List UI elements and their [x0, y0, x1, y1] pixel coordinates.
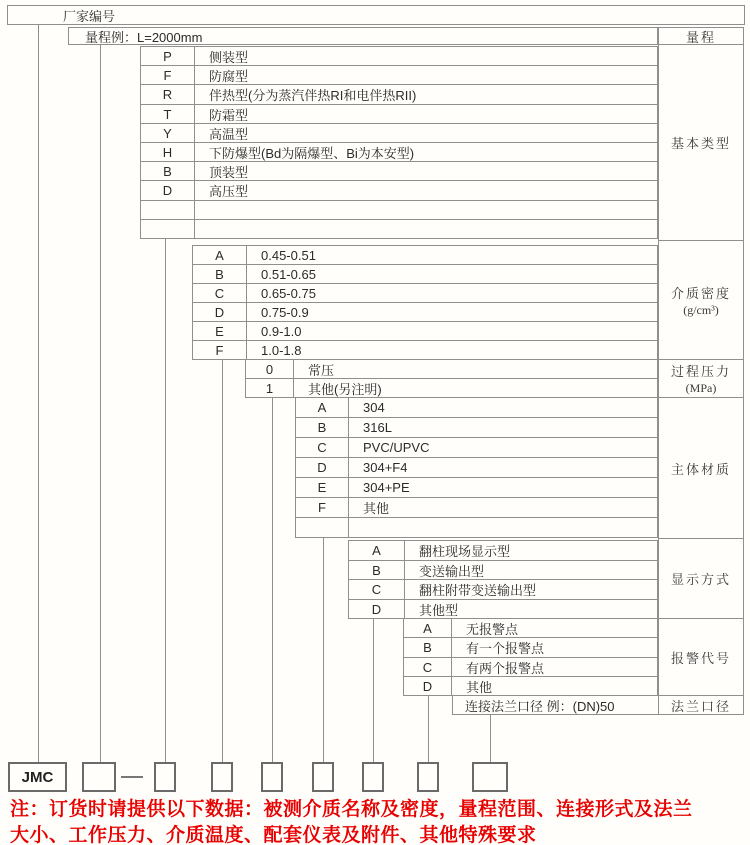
option-description: 304+PE — [363, 480, 410, 495]
side-label-pressure — [658, 359, 744, 398]
connector-line — [222, 359, 223, 762]
side-label-text: 法兰口径 — [670, 698, 731, 714]
order-note — [10, 797, 748, 845]
code-box-3 — [211, 762, 233, 792]
option-description: 其他型 — [419, 602, 459, 618]
option-code: B — [141, 162, 195, 180]
side-label-alarm — [658, 618, 744, 696]
option-code: F — [193, 341, 247, 359]
option-description: 翻柱附带变送输出型 — [419, 583, 537, 598]
factory-number-label: 厂家编号 — [63, 8, 116, 24]
option-code: A — [404, 619, 452, 637]
dash-separator — [121, 776, 143, 778]
option-description: 变送输出型 — [419, 563, 485, 579]
option-description: 有一个报警点 — [466, 641, 545, 656]
alarm-option-row-C — [403, 657, 658, 677]
flange-diameter-text: 连接法兰口径 例：(DN)50 — [465, 698, 615, 714]
option-code: A — [296, 398, 349, 417]
density-option-row-C — [192, 283, 658, 303]
basic-option-row-B — [140, 161, 658, 181]
option-code: D — [296, 458, 349, 477]
basic-option-row-D — [140, 180, 658, 201]
material-option-row-empty — [295, 517, 658, 538]
display-option-row-A — [348, 540, 658, 561]
code-box-2 — [154, 762, 176, 792]
code-box-8 — [472, 762, 508, 792]
code-box-7 — [417, 762, 439, 792]
option-code: T — [141, 105, 195, 123]
option-code: B — [296, 418, 349, 437]
option-description: 下防爆型(Bd为隔爆型、Bi为本安型) — [209, 145, 415, 161]
connector-line — [373, 618, 374, 762]
option-description: 翻柱现场显示型 — [419, 544, 511, 559]
option-description: 0.51-0.65 — [261, 266, 316, 282]
side-label-flange — [658, 695, 744, 715]
material-option-row-B — [295, 417, 658, 438]
display-option-row-B — [348, 560, 658, 580]
option-description: 高压型 — [209, 184, 249, 199]
option-description: 防腐型 — [209, 68, 249, 84]
side-label-text: 显示方式 — [670, 572, 731, 587]
option-description: 伴热型(分为蒸汽伴热RI和电伴热RII) — [209, 88, 417, 103]
option-code: F — [296, 498, 349, 517]
option-description: 0.45-0.51 — [261, 247, 316, 263]
side-label-text: 报警代号 — [670, 650, 731, 666]
option-description: 304+F4 — [363, 460, 408, 475]
option-code: D — [349, 600, 405, 618]
option-description: 304 — [363, 400, 385, 415]
option-description — [195, 220, 209, 238]
side-label-density — [658, 240, 744, 360]
option-code: F — [141, 66, 195, 84]
option-code — [141, 220, 195, 238]
display-option-row-C — [348, 579, 658, 600]
side-label-basic — [658, 44, 744, 241]
code-box-1 — [82, 762, 116, 792]
option-description: 其他 — [363, 501, 390, 516]
range-example-label: 量程例：L=2000mm — [85, 29, 203, 45]
pressure-option-row-1 — [245, 378, 658, 398]
order-note-line2: 大小、工作压力、介质温度、配套仪表及附件、其他特殊要求 — [10, 825, 537, 845]
option-description: 防霜型 — [209, 107, 249, 123]
density-option-row-F — [192, 340, 658, 360]
option-code: E — [296, 478, 349, 497]
option-description: 0.9-1.0 — [261, 323, 302, 339]
basic-option-row-empty — [140, 219, 658, 239]
side-label-display — [658, 538, 744, 619]
option-code: D — [193, 303, 247, 321]
option-description: 无报警点 — [466, 621, 519, 637]
material-option-row-E — [295, 477, 658, 498]
option-description: 常压 — [308, 362, 335, 378]
model-prefix-box — [8, 762, 67, 792]
material-option-row-A — [295, 397, 658, 418]
basic-option-row-F — [140, 65, 658, 85]
connector-line — [323, 537, 324, 762]
option-code: C — [404, 658, 452, 676]
basic-option-row-P — [140, 46, 658, 66]
option-description: 其他 — [466, 679, 493, 695]
option-description: 0.75-0.9 — [261, 304, 309, 320]
density-option-row-B — [192, 264, 658, 284]
density-option-row-E — [192, 321, 658, 341]
basic-option-row-H — [140, 142, 658, 162]
basic-option-row-empty — [140, 200, 658, 220]
option-code: 1 — [246, 379, 294, 397]
alarm-option-row-D — [403, 676, 658, 696]
side-label-text: 过程压力 — [670, 364, 731, 379]
code-box-5 — [312, 762, 334, 792]
side-label-text: 量程 — [685, 29, 716, 45]
alarm-option-row-A — [403, 618, 658, 638]
side-label-text: 主体材质 — [670, 461, 731, 477]
option-code: D — [404, 677, 452, 695]
range-example-row — [68, 27, 658, 45]
connector-line — [38, 24, 39, 762]
option-description: 有两个报警点 — [466, 660, 545, 676]
option-code: B — [404, 638, 452, 657]
factory-number-row — [7, 5, 745, 25]
flange-diameter-row — [452, 695, 659, 715]
option-description: 顶装型 — [209, 164, 249, 180]
option-description: 316L — [363, 420, 392, 435]
density-option-row-A — [192, 245, 658, 265]
option-description: PVC/UPVC — [363, 440, 430, 455]
display-option-row-D — [348, 599, 658, 619]
option-code — [141, 201, 195, 219]
option-code: C — [296, 438, 349, 457]
option-code: C — [193, 284, 247, 302]
material-option-row-C — [295, 437, 658, 458]
side-label-material — [658, 397, 744, 539]
basic-option-row-R — [140, 84, 658, 105]
side-label-subtext: (g/cm³) — [683, 302, 719, 317]
connector-line — [490, 714, 491, 762]
connector-line — [272, 397, 273, 762]
option-description: 1.0-1.8 — [261, 342, 302, 358]
option-description: 侧装型 — [209, 49, 249, 65]
option-code: R — [141, 85, 195, 104]
pressure-option-row-0 — [245, 359, 658, 379]
basic-option-row-T — [140, 104, 658, 124]
option-code: B — [349, 561, 405, 579]
order-note-line1: 注：订货时请提供以下数据：被测介质名称及密度，量程范围、连接形式及法兰 — [10, 799, 693, 820]
option-code: 0 — [246, 360, 294, 378]
model-prefix-text: JMC — [21, 768, 54, 786]
side-label-range — [658, 27, 744, 45]
side-label-text: 基本类型 — [670, 136, 731, 151]
side-label-text: 介质密度 — [670, 285, 731, 301]
option-code — [296, 518, 349, 537]
option-code: B — [193, 265, 247, 283]
option-code: Y — [141, 124, 195, 142]
connector-line — [428, 695, 429, 762]
option-code: E — [193, 322, 247, 340]
option-description: 其他(另注明) — [308, 381, 382, 397]
option-code: C — [349, 580, 405, 599]
material-option-row-F — [295, 497, 658, 518]
option-description — [349, 518, 363, 537]
density-option-row-D — [192, 302, 658, 322]
code-box-4 — [261, 762, 283, 792]
code-box-6 — [362, 762, 384, 792]
connector-line — [165, 238, 166, 762]
option-description — [195, 201, 209, 219]
side-label-subtext: (MPa) — [685, 381, 717, 395]
alarm-option-row-B — [403, 637, 658, 658]
connector-line — [100, 45, 101, 762]
option-code: D — [141, 181, 195, 200]
option-description: 0.65-0.75 — [261, 285, 316, 301]
material-option-row-D — [295, 457, 658, 478]
option-code: A — [193, 246, 247, 264]
basic-option-row-Y — [140, 123, 658, 143]
option-description: 高温型 — [209, 126, 249, 142]
option-code: H — [141, 143, 195, 161]
option-code: P — [141, 47, 195, 65]
option-code: A — [349, 541, 405, 560]
